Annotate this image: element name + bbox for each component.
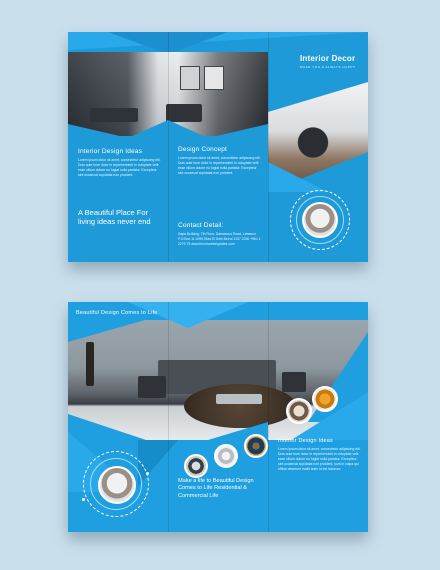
concept-heading: Design Concept — [178, 146, 228, 153]
contact-heading: Contact Detail: — [178, 222, 224, 229]
geometric-shape — [268, 162, 328, 192]
sculpture-shape — [86, 342, 94, 386]
ideas-heading: Interior Design Ideas — [78, 148, 143, 155]
back-ideas-paragraph: Lorem ipsum dolor sit amet, consectetur adipiscing elit. Duis aute irure dolor in reprehenderit in voluptate velit esse cillum dolore eu fugiat nulla pariatur. Excepteur sint occaecat cupidatat non proident, sunt in culpa qui officia deserunt mollit anim id est laborum. — [278, 447, 361, 471]
wall-art — [204, 66, 224, 90]
contact-details: Sapa Building, 7th Floor, Damascus Road, Lebanon P.O.Box 11 4099 Riad El Solh Beirut 1107 2230 +961 1 2279 75 www.brochuretemplates.com — [178, 232, 261, 246]
geometric-shape — [268, 302, 368, 316]
sofa-shape — [138, 376, 166, 398]
back-ideas-heading: Interior Design Ideas — [278, 438, 333, 444]
fold-line — [168, 302, 169, 532]
circle-photo-chair — [214, 444, 238, 468]
back-header: Beautiful Design Comes to Life — [76, 310, 158, 316]
fold-line — [268, 302, 269, 532]
concept-paragraph: Lorem ipsum dolor sit amet, consectetur adipiscing elit. Duis aute irure dolor in reprehenderit in voluptate velit esse cillum dolore eu fugiat nulla pariatur. Excepteur sint occaecat cupidatat non proident. — [178, 156, 261, 175]
brochure-back-sheet — [68, 302, 368, 532]
fold-line — [168, 32, 169, 262]
brand-subtitle: MAKE YOU A ALWAYS HAPPY — [300, 65, 356, 69]
circular-room-photo — [302, 202, 338, 238]
decorative-dot — [82, 498, 85, 501]
circle-photo-lamp — [244, 434, 268, 458]
circle-photo-bath — [286, 398, 312, 424]
geometric-shape — [208, 124, 268, 138]
fold-line — [268, 32, 269, 262]
wall-art — [180, 66, 200, 90]
geometric-shape — [268, 82, 368, 112]
brochure-front-sheet — [68, 32, 368, 262]
circle-photo-orange — [312, 386, 338, 412]
decorative-dot — [146, 472, 149, 475]
ideas-paragraph: Lorem ipsum dolor sit amet, consectetur adipiscing elit. Duis aute irure dolor in reprehenderit in voluptate velit esse cillum dolore eu fugiat nulla pariatur. Excepteur sint occaecat cupidatat non proident. — [78, 158, 161, 177]
geometric-shape — [68, 124, 128, 138]
front-tagline: A Beautiful Place For living ideas never end — [78, 208, 151, 226]
sofa-shape — [282, 372, 306, 392]
back-tagline: Make a life to Beautiful Design Comes to Life Residential & Commercial Life — [178, 478, 254, 499]
circle-photo-kitchen — [184, 454, 208, 478]
brand-title: Interior Decor — [300, 54, 356, 63]
coffee-table — [216, 394, 262, 404]
circular-bedroom-photo — [98, 466, 136, 504]
